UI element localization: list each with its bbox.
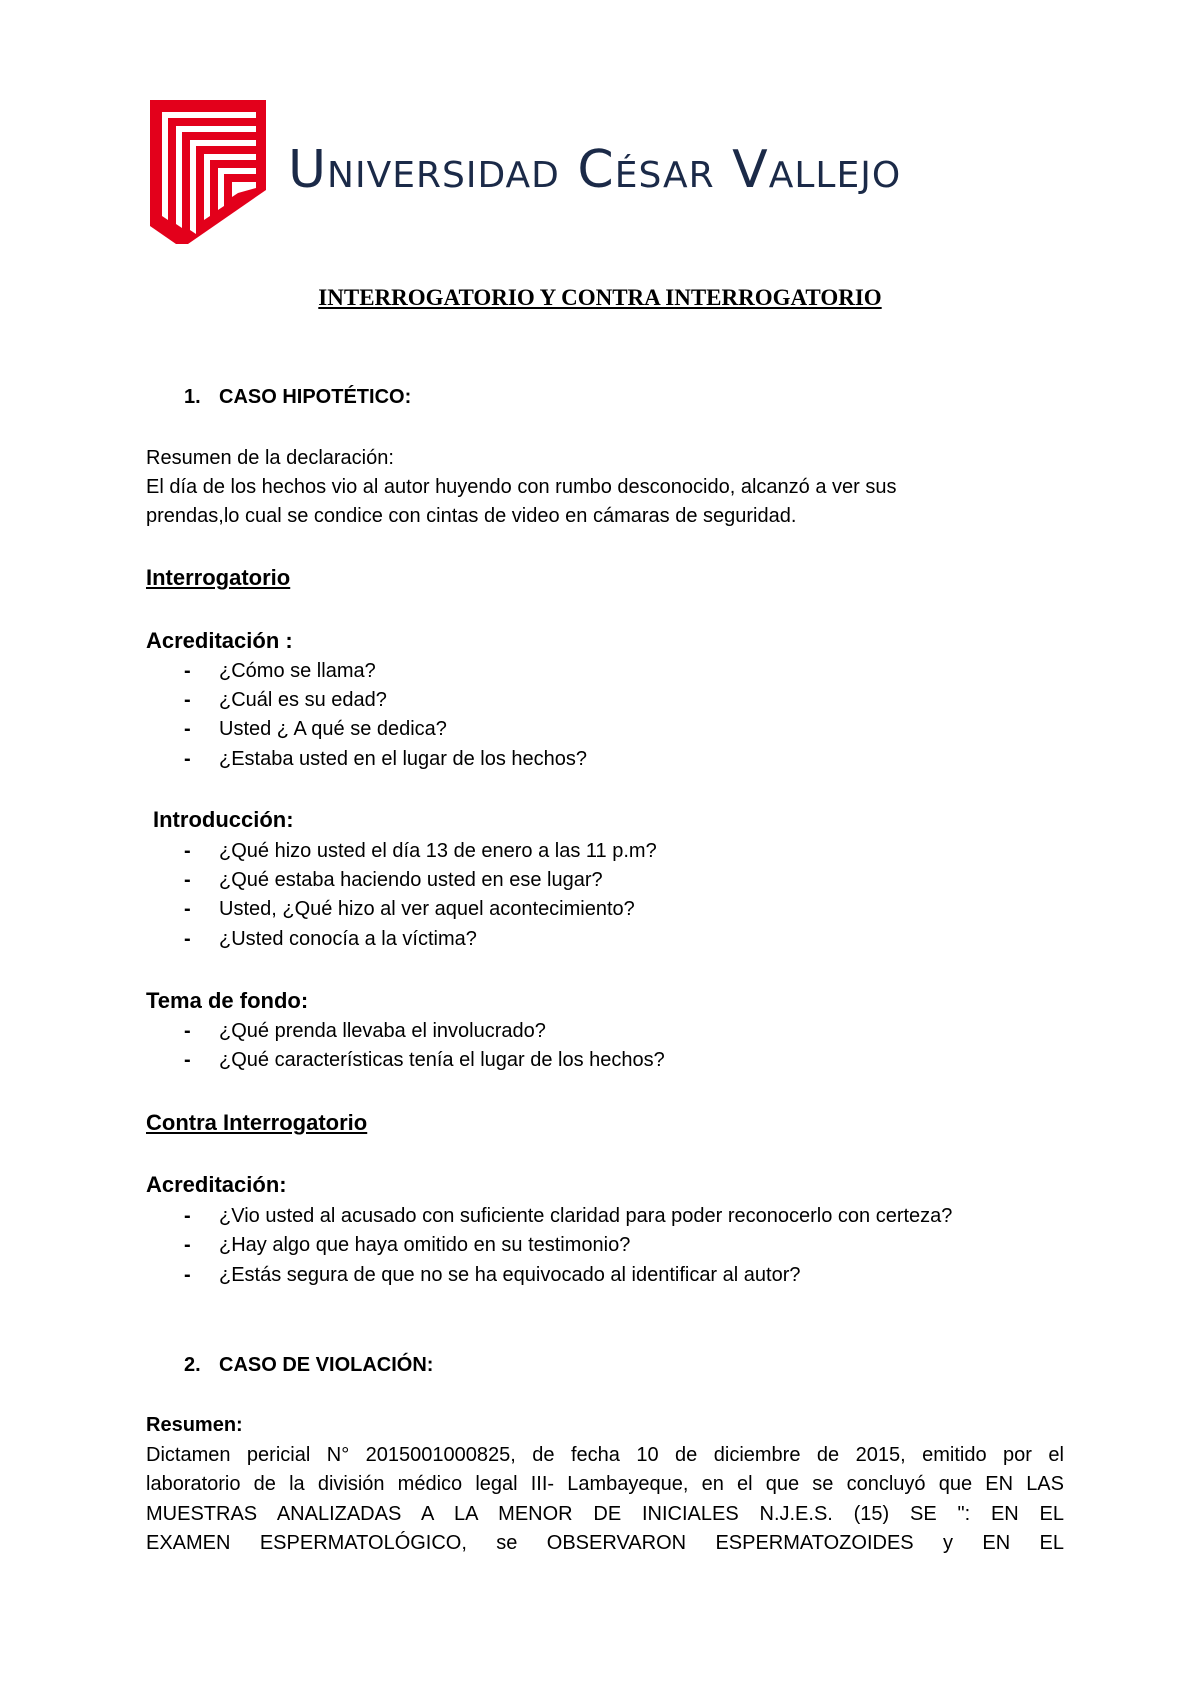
tema-de-fondo-heading: Tema de fondo: [146,988,309,1013]
interrogatorio-heading: Interrogatorio [146,565,291,590]
case2-summary-line: MUESTRAS ANALIZADAS A LA MENOR DE INICIALES N.J.E.S. (15) SE ": EN EL [146,1503,1064,1525]
case2-summary-label: Resumen: [146,1414,243,1436]
list-item: ¿Qué prenda llevaba el involucrado? [219,1020,546,1042]
bullet-dash: - [184,748,191,770]
bullet-dash: - [184,1264,191,1286]
bullet-dash: - [184,1049,191,1071]
case1-heading: CASO HIPOTÉTICO: [219,386,412,408]
list-item: ¿Vio usted al acusado con suficiente claridad para poder reconocerlo con certeza? [219,1205,953,1227]
bullet-dash: - [184,660,191,682]
case1-summary-label: Resumen de la declaración: [146,447,394,469]
case2-summary-line: EXAMEN ESPERMATOLÓGICO, se OBSERVARON ESPERMATOZOIDES y EN EL [146,1532,1064,1554]
bullet-dash: - [184,898,191,920]
case1-summary-line: El día de los hechos vio al autor huyendo con rumbo desconocido, alcanzó a ver sus [146,476,897,498]
list-item: ¿Estaba usted en el lugar de los hechos? [219,748,588,770]
list-item: ¿Qué características tenía el lugar de los hechos? [219,1049,665,1071]
case2-summary-line: Dictamen pericial N° 2015001000825, de fecha 10 de diciembre de 2015, emitido por el [146,1444,1064,1466]
bullet-dash: - [184,1205,191,1227]
university-name: Universidad César Vallejo [288,140,902,200]
case2-heading: CASO DE VIOLACIÓN: [219,1354,434,1376]
shield-icon [148,98,273,246]
case1-number: 1. [184,386,201,408]
list-item: Usted, ¿Qué hizo al ver aquel acontecimiento? [219,898,635,920]
bullet-dash: - [184,840,191,862]
list-item: ¿Qué hizo usted el día 13 de enero a las 11 p.m? [219,840,657,862]
bullet-dash: - [184,869,191,891]
list-item: ¿Cuál es su edad? [219,689,387,711]
introduccion-heading: Introducción: [153,807,294,832]
list-item: ¿Hay algo que haya omitido en su testimonio? [219,1234,631,1256]
list-item: ¿Qué estaba haciendo usted en ese lugar? [219,869,603,891]
document-title: INTERROGATORIO Y CONTRA INTERROGATORIO [318,285,882,310]
bullet-dash: - [184,689,191,711]
list-item: Usted ¿ A qué se dedica? [219,718,447,740]
bullet-dash: - [184,718,191,740]
contra-acreditacion-heading: Acreditación: [146,1172,287,1197]
bullet-dash: - [184,928,191,950]
acreditacion-heading: Acreditación : [146,628,293,653]
list-item: ¿Estás segura de que no se ha equivocado al identificar al autor? [219,1264,801,1286]
list-item: ¿Usted conocía a la víctima? [219,928,477,950]
case2-number: 2. [184,1354,201,1376]
case2-summary-line: laboratorio de la división médico legal III- Lambayeque, en el que se concluyó que EN LAS [146,1473,1064,1495]
case1-summary-line: prendas,lo cual se condice con cintas de video en cámaras de seguridad. [146,505,797,527]
bullet-dash: - [184,1234,191,1256]
bullet-dash: - [184,1020,191,1042]
contra-interrogatorio-heading: Contra Interrogatorio [146,1110,368,1135]
list-item: ¿Cómo se llama? [219,660,376,682]
